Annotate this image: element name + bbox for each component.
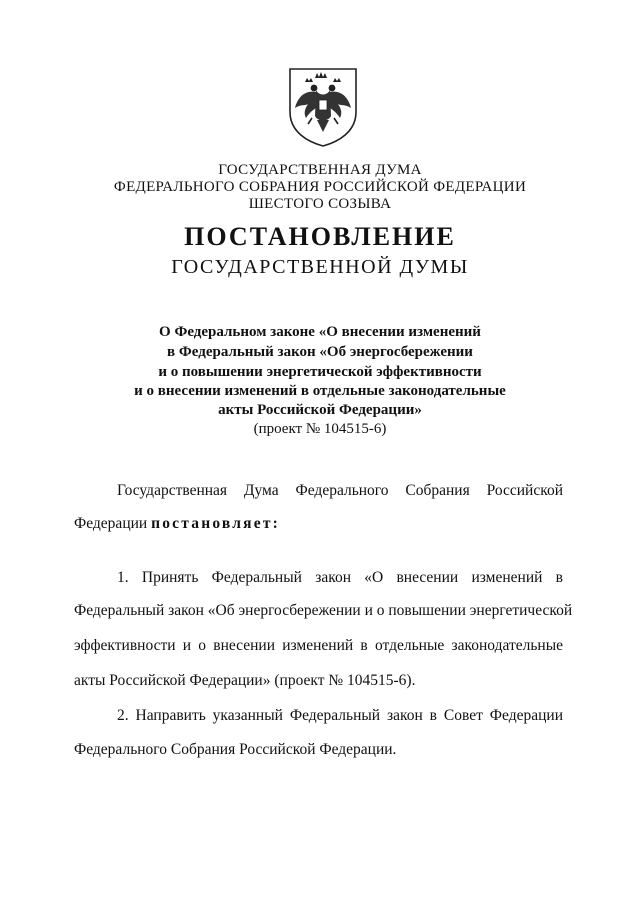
caption-line-2: в Федеральный закон «Об энергосбережении: [167, 344, 473, 360]
caption-line-1: О Федеральном законе «О внесении изменений: [159, 324, 481, 340]
resolves-word: постановляет:: [151, 515, 280, 532]
document-title: ПОСТАНОВЛЕНИЕ: [184, 222, 456, 251]
intro-line-2-start: Федерации: [74, 515, 148, 532]
caption-line-3: и о повышении энергетической эффективности: [158, 364, 482, 380]
item-1-line-1: 1. Принять Федеральный закон «О внесении изменений в: [117, 569, 563, 586]
document-subtitle: ГОСУДАРСТВЕННОЙ ДУМЫ: [171, 256, 469, 278]
item-2-line-2: Федерального Собрания Российской Федерации.: [74, 741, 397, 758]
project-number: (проект № 104515-6): [253, 421, 387, 437]
item-1-line-3: эффективности и о внесении изменений в отдельные законодательные: [74, 637, 563, 654]
item-1-line-4: акты Российской Федерации» (проект № 104515-6).: [74, 672, 416, 689]
item-1-line-2: Федеральный закон «Об энергосбережении и о повышении энергетической: [74, 602, 573, 619]
intro-line-2: [74, 515, 280, 533]
russian-coat-of-arms-icon: [286, 66, 360, 148]
caption-line-4: и о внесении изменений в отдельные законодательные: [134, 383, 506, 399]
item-2-line-1: 2. Направить указанный Федеральный закон в Совет Федерации: [117, 707, 563, 724]
issuer-line-1: ГОСУДАРСТВЕННАЯ ДУМА: [218, 162, 422, 178]
caption-line-5: акты Российской Федерации»: [218, 402, 422, 418]
intro-line-1: Государственная Дума Федерального Собрания Российской: [117, 482, 563, 499]
convocation-line: ШЕСТОГО СОЗЫВА: [248, 196, 392, 212]
issuer-line-2: ФЕДЕРАЛЬНОГО СОБРАНИЯ РОССИЙСКОЙ ФЕДЕРАЦИИ: [113, 179, 527, 195]
